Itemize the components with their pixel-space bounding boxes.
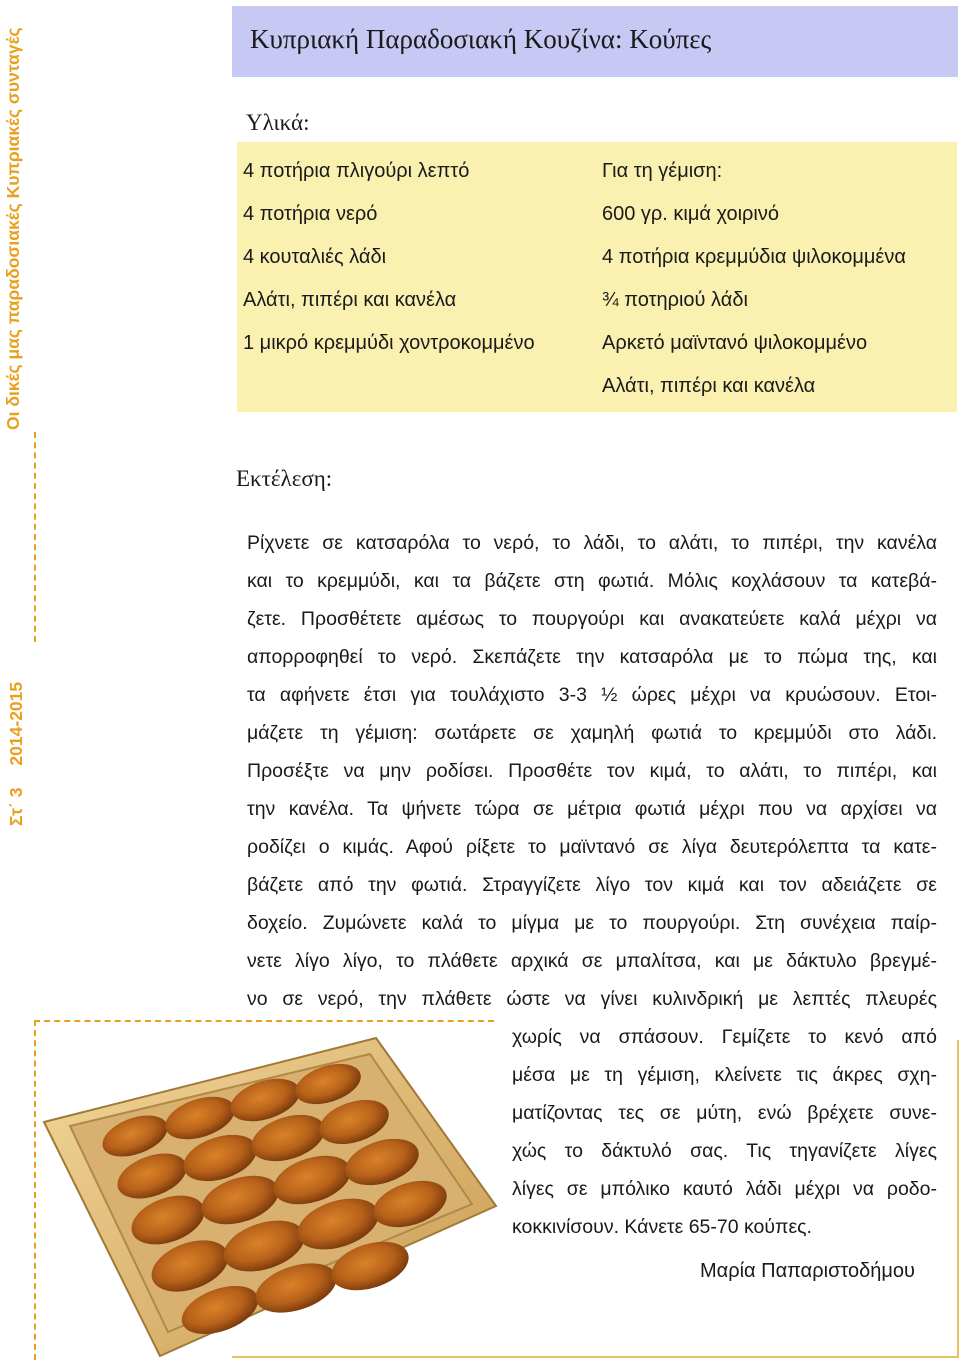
side-banner-class-year [6, 660, 27, 826]
method-line: τα αφήνετε έτσι για τουλάχιστο 3-3 ½ ώρες μέχρι να κρυώσουν. Ετοι- [247, 684, 937, 706]
class-label: Στ΄ 3 [6, 787, 26, 826]
ingredient-item: 1 μικρό κρεμμύδι χοντροκομμένο [243, 332, 535, 354]
ingredient-item: Αρκετό μαϊντανό ψιλοκομμένο [602, 332, 868, 354]
title-bar [232, 6, 958, 77]
ingredient-item: 4 κουταλιές λάδι [243, 246, 387, 268]
method-line: νο σε νερό, την πλάθετε ώστε να γίνει κυλινδρική με λεπτές πλευρές [247, 988, 937, 1010]
method-line: δοχείο. Ζυμώνετε καλά το μίγμα με το πουργούρι. Στη συνέχεια παίρ- [247, 912, 937, 934]
method-line: βάζετε από την φωτιά. Στραγγίζετε λίγο τον κιμά και τον αδειάζετε σε [247, 874, 937, 896]
method-line: χώς το δάκτυλό σας. Τις τηγανίζετε λίγες [512, 1140, 937, 1162]
side-banner [0, 0, 44, 830]
ingredient-item: 600 γρ. κιμά χοιρινό [602, 203, 779, 225]
method-line: Ρίχνετε σε κατσαρόλα το νερό, το λάδι, το αλάτι, το πιπέρι, την κανέλα [247, 532, 937, 554]
method-line: ματίζοντας τες σε μύτη, ενώ βρέχετε συνε- [512, 1102, 937, 1124]
method-line: ζετε. Προσθέτετε αμέσως το πουργούρι και ανακατεύετε καλά μέχρι να [247, 608, 937, 630]
method-heading: Εκτέλεση: [236, 466, 333, 491]
filling-heading: Για τη γέμιση: [602, 160, 723, 182]
method-line: Προσέξτε να μην ροδίσει. Προσθέτε τον κιμά, το αλάτι, το πιπέρι, και [247, 760, 937, 782]
page-border-right [957, 1040, 959, 1356]
method-line: ροδίζει ο κιμάς. Αφού ρίξετε το μαϊντανό σε λίγα δευτερόλεπτα τα κατε- [247, 836, 937, 858]
method-line: μέσα με τη γέμιση, κλείνετε τις άκρες σχη- [512, 1064, 937, 1086]
method-line: χωρίς να σπάσουν. Γεμίζετε το κενό από [512, 1026, 937, 1048]
ingredients-heading: Υλικά: [246, 110, 310, 135]
ingredients-dough-list [243, 150, 535, 365]
method-line: την κανέλα. Τα ψήνετε τώρα σε μέτρια φωτιά μέχρι που να αρχίσει να [247, 798, 937, 820]
author-signature: Μαρία Παπαριστοδήμου [700, 1260, 915, 1282]
koupes-tray-photo [40, 1026, 500, 1360]
ingredient-item: Αλάτι, πιπέρι και κανέλα [243, 289, 457, 311]
side-banner-title: Οι δικές μας παραδοσιακές Κυπριακές συνταγές [3, 27, 23, 430]
method-line: κοκκινίσουν. Κάνετε 65-70 κούπες. [512, 1216, 812, 1238]
page-title: Κυπριακή Παραδοσιακή Κουζίνα: Κούπες [250, 24, 712, 54]
ingredients-filling-list [602, 150, 906, 408]
ingredient-item: Αλάτι, πιπέρι και κανέλα [602, 375, 816, 397]
side-divider [34, 432, 36, 642]
school-year: 2014-2015 [6, 681, 26, 766]
ingredient-item: 4 ποτήρια νερό [243, 203, 378, 225]
photo-frame-top [34, 1020, 494, 1022]
method-line: και το κρεμμύδι, και τα βάζετε στη φωτιά. Μόλις κοχλάσουν τα κατεβά- [247, 570, 937, 592]
ingredient-item: 4 ποτήρια κρεμμύδια ψιλοκομμένα [602, 246, 906, 268]
photo-frame-left [34, 1020, 36, 1360]
ingredient-item: ¾ ποτηριού λάδι [602, 289, 748, 311]
method-line: λίγες σε μπόλικο καυτό λάδι μέχρι να ροδο- [512, 1178, 937, 1200]
method-line: νετε λίγο λίγο, το πλάθετε αρχικά σε μπαλίτσα, και με δάκτυλο βρεγμέ- [247, 950, 937, 972]
method-line: μάζετε τη γέμιση: σωτάρετε σε χαμηλή φωτιά το κρεμμύδι στο λάδι. [247, 722, 937, 744]
method-line: απορροφηθεί το νερό. Σκεπάζετε την κατσαρόλα με το πώμα της, και [247, 646, 937, 668]
ingredient-item: 4 ποτήρια πλιγούρι λεπτό [243, 160, 470, 182]
ingredients-box [237, 142, 957, 412]
